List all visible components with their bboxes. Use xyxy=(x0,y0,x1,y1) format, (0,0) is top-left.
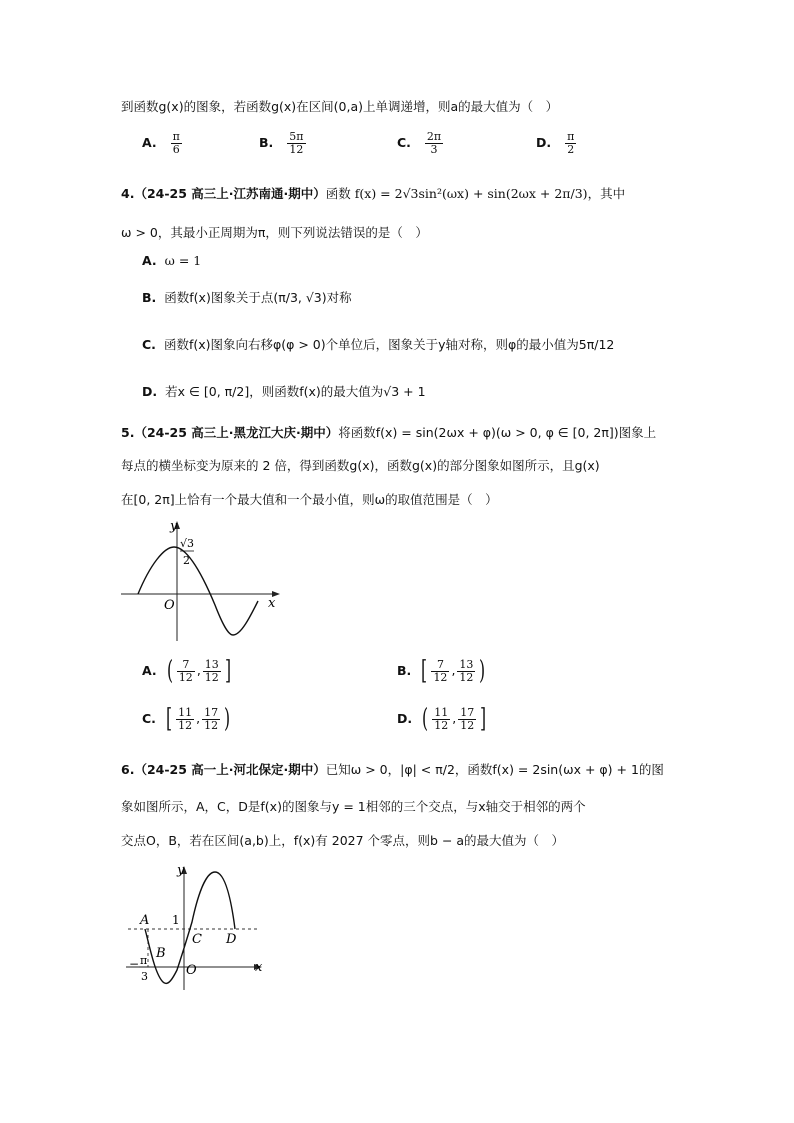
q4-option-b[interactable]: B. 函数f(x)图象关于点(π/3, √3)对称 xyxy=(142,290,352,305)
q6-origin-label: O xyxy=(186,963,197,978)
q3-option-c[interactable]: C. $\frac{2\pi}{3}$ xyxy=(397,130,442,156)
q4-option-d[interactable]: D. 若x ∈ [0, π/2]，则函数f(x)的最大值为√3 + 1 xyxy=(142,384,426,399)
q6-point-c: C xyxy=(192,932,202,947)
q6-stem-line2: 象如图所示，A，C，D是f(x)的图象与y = 1相邻的三个交点，与x轴交于相邻的两个 xyxy=(121,799,586,814)
q6-stem-line3: 交点O，B，若在区间(a,b)上，f(x)有 2027 个零点，则b − a的最大值为（ ） xyxy=(121,833,565,848)
q6-neg-sign: − xyxy=(129,957,140,971)
q3-option-b[interactable]: B. $\frac{5\pi}{12}$ xyxy=(259,130,304,156)
q5-option-c[interactable]: C. [ $\frac{11}{12}$ , $\frac{17}{12}$ ) xyxy=(142,704,231,734)
q3-option-a[interactable]: A. $\frac{\pi}{6}$ xyxy=(142,130,180,156)
q4-stem-line2: ω > 0，其最小正周期为π，则下列说法错误的是（ ） xyxy=(121,225,428,240)
q5-option-d[interactable]: D. ( $\frac{11}{12}$ , $\frac{17}{12}$ ] xyxy=(397,704,487,734)
q4-option-c[interactable]: C. 函数f(x)图象向右移φ(φ > 0)个单位后，图象关于y轴对称，则φ的最小值为5π/12 xyxy=(142,337,615,352)
q5-intercept-den: 2 xyxy=(183,554,190,567)
q6-y1-label: 1 xyxy=(172,913,180,927)
q5-stem-line1: 5.（24-25 高三上·黑龙江大庆·期中）将函数f(x) = sin(2ωx + φ)(ω > 0, φ ∈ [0, 2π])图象上 xyxy=(121,425,657,440)
q5-stem-line3: 在[0, 2π]上恰有一个最大值和一个最小值，则ω的取值范围是（ ） xyxy=(121,492,498,507)
q5-x-label: x xyxy=(268,596,276,611)
q6-point-d: D xyxy=(226,932,237,947)
q6-point-a: A xyxy=(140,913,150,928)
q6-point-b: B xyxy=(156,946,166,961)
q3-stem-continuation: 到函数g(x)的图象，若函数g(x)在区间(0,a)上单调递增，则a的最大值为（ ） xyxy=(121,99,559,114)
q3-option-d[interactable]: D. $\frac{\pi}{2}$ xyxy=(536,130,575,156)
q6-x-label: x xyxy=(255,960,263,975)
q6-y-label: y xyxy=(177,863,185,878)
q6-pi-den: 3 xyxy=(141,970,148,983)
q4-stem-line1: 4.（24-25 高三上·江苏南通·期中）函数 f(x) = 2√3sin²(ωx) + sin(2ωx + 2π/3)，其中 xyxy=(121,186,626,201)
q4-option-a[interactable]: A. ω = 1 xyxy=(142,253,202,268)
q5-intercept-num: √3 xyxy=(180,537,195,550)
q5-origin-label: O xyxy=(164,598,175,613)
q5-curve xyxy=(138,547,258,635)
q5-graph xyxy=(118,517,288,647)
q6-pi-num: π xyxy=(140,954,148,967)
q5-y-label: y xyxy=(170,519,178,534)
q5-option-b[interactable]: B. [ $\frac{7}{12}$ , $\frac{13}{12}$ ) xyxy=(397,656,486,686)
q5-stem-line2: 每点的横坐标变为原来的 2 倍，得到函数g(x)，函数g(x)的部分图象如图所示，且g(x) xyxy=(121,458,600,473)
q6-graph xyxy=(118,858,278,996)
q5-option-a[interactable]: A. ( $\frac{7}{12}$ , $\frac{13}{12}$ ] xyxy=(142,656,231,686)
q6-stem-line1: 6.（24-25 高一上·河北保定·期中）已知ω > 0，|φ| < π/2，函数f(x) = 2sin(ωx + φ) + 1的图 xyxy=(121,762,664,777)
